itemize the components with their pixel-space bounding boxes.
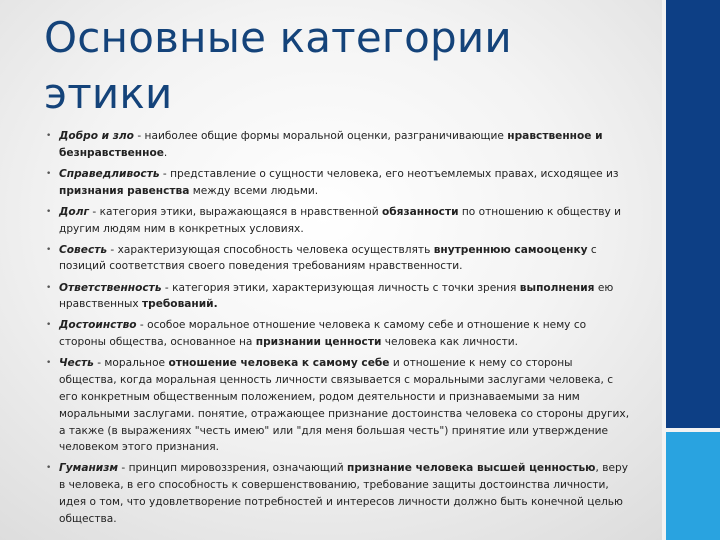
bullet-icon: •	[46, 168, 52, 179]
definition-text: - моральное	[93, 357, 169, 370]
definition-emphasis: обязанности	[381, 205, 459, 218]
definition-item	[44, 317, 632, 351]
bullet-icon: •	[46, 320, 52, 331]
definition-text: между всеми людьми.	[189, 184, 319, 197]
bullet-icon: •	[46, 463, 52, 474]
definition-item	[44, 128, 632, 162]
definition-emphasis: требований.	[142, 298, 218, 311]
definition-text: ею нравственных	[59, 281, 614, 311]
definition-term: Ответственность	[59, 281, 162, 294]
definition-text: - наиболее общие формы моральной оценки, разграничивающие	[133, 130, 508, 142]
definition-term: Гуманизм	[59, 462, 119, 475]
definition-text: - категория этики, выражающаяся в нравственной	[89, 205, 382, 218]
side-band-accent	[666, 432, 720, 540]
definition-emphasis: отношение человека к самому себе	[168, 357, 390, 370]
definition-text: по отношению к обществу и другим людям ним в конкретных условиях.	[59, 205, 622, 235]
definition-term: Честь	[59, 357, 94, 370]
definition-text: , веру в человека, в его способность к совершенствованию, требование защиты достоинства личности, идея о том, что удовлетворение потребностей и интересов личности должно быть конечной целью общества.	[59, 462, 628, 525]
definition-emphasis: внутреннюю самооценку	[433, 243, 588, 256]
definition-text: - категория этики, характеризующая личность с точки зрения	[161, 281, 520, 294]
bullet-icon: •	[46, 206, 52, 217]
definition-text: - особое моральное отношение человека к самому себе и отношение к нему со стороны общества, основанное на	[59, 319, 587, 349]
definition-item	[44, 242, 632, 276]
definition-list	[44, 128, 632, 532]
definition-emphasis: нравственное и безнравственное	[59, 130, 603, 159]
definition-item	[44, 166, 632, 200]
definition-emphasis: признание человека высшей ценностью	[347, 462, 596, 475]
bullet-icon: •	[46, 244, 52, 255]
definition-item	[44, 355, 632, 456]
definition-text: .	[163, 146, 168, 159]
definition-term: Долг	[59, 205, 90, 218]
definition-text: - представление о сущности человека, его неотъемлемых правах, исходящее из	[159, 167, 619, 180]
definition-text: - характеризующая способность человека осуществлять	[107, 243, 434, 256]
bullet-icon: •	[46, 282, 52, 293]
definition-emphasis: выполнения	[519, 281, 595, 294]
bullet-icon: •	[46, 358, 52, 369]
definition-term: Справедливость	[59, 167, 160, 180]
slide-title: Основные категории этики	[44, 13, 512, 118]
definition-text: - принцип мировоззрения, означающий	[118, 462, 347, 475]
definition-text: и отношение к нему со стороны общества, когда моральная ценность личности связывается с моральными заслугами человека, с его конкретным общественным положением, родом деятельности и признаваемыми за ним моральными заслугами. понятие, отражающее признание достоинства человека со стороны других, а также (в выражениях "честь имею" или "для меня большая честь") принятие или утверждение человеком этого признания.	[59, 357, 630, 454]
definition-emphasis: признании ценности	[255, 336, 382, 349]
bullet-icon: •	[46, 131, 52, 141]
definition-item	[44, 204, 632, 238]
definition-item	[44, 280, 632, 314]
definition-text: человека как личности.	[381, 336, 519, 349]
definition-term: Совесть	[59, 243, 108, 256]
definition-term: Добро и зло	[59, 130, 134, 142]
definition-text: с позиций соответствия своего поведения требованиям нравственности.	[59, 243, 597, 273]
definition-emphasis: признания равенства	[59, 184, 190, 197]
definition-term: Достоинство	[59, 319, 137, 332]
definition-item	[44, 460, 632, 527]
